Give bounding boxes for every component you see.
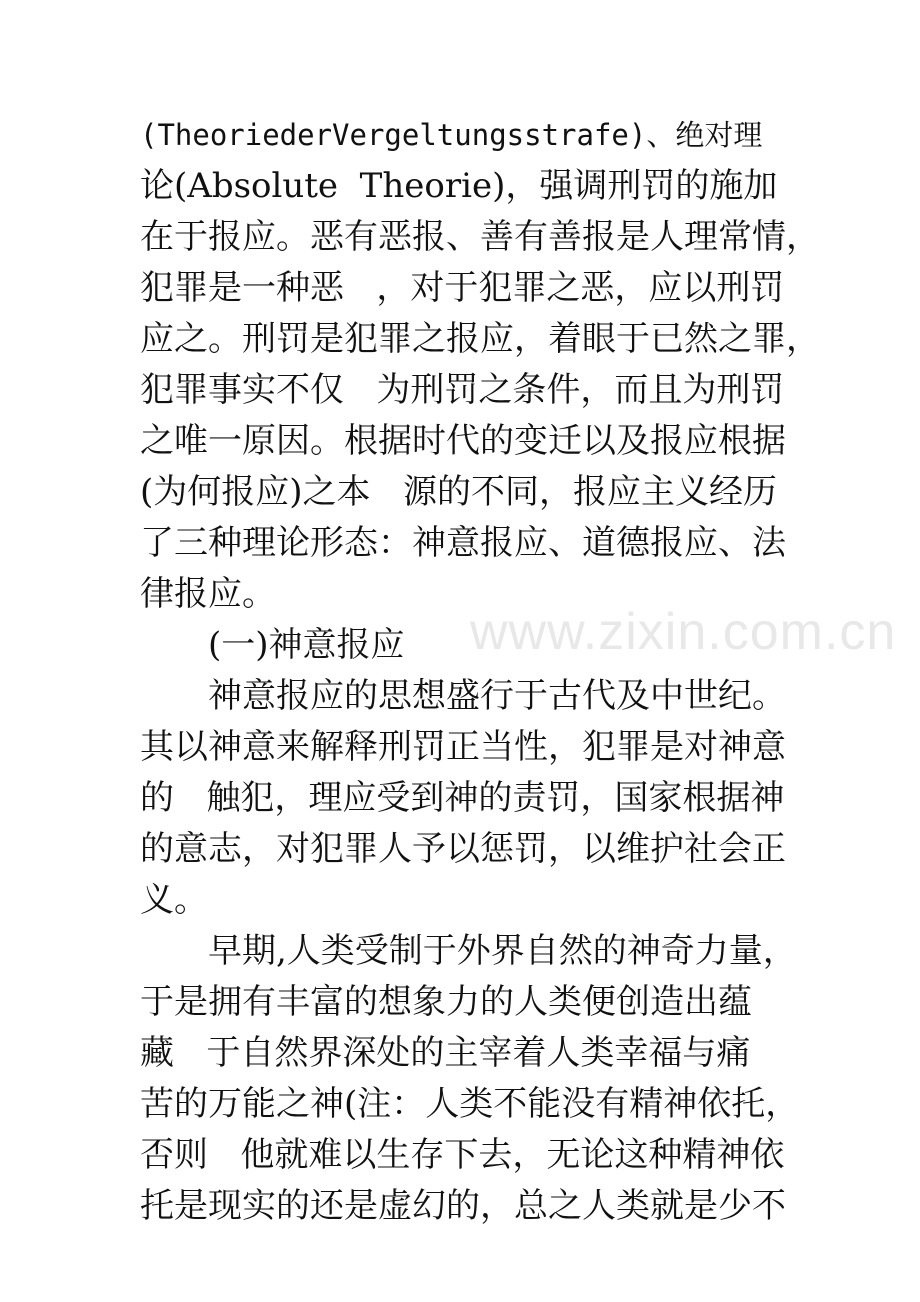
text-line: 于是拥有丰富的想象力的人类便创造出蕴 [140, 982, 752, 1022]
section-heading: (一)神意报应 [208, 625, 405, 665]
text-line: 之唯一原因。根据时代的变迁以及报应根据 [140, 421, 786, 461]
text-line: 其以神意来解释刑罚正当性，犯罪是对神意 [140, 727, 786, 767]
text-line: 的意志，对犯罪人予以惩罚，以维护社会正 [140, 829, 786, 869]
text-line: 律报应。 [140, 574, 276, 614]
body-text [140, 110, 820, 1232]
text-line: 义。 [140, 880, 208, 920]
text-line: 了三种理论形态：神意报应、道德报应、法 [140, 523, 786, 563]
text-line: 在于报应。恶有恶报、善有善报是人理常情， [140, 217, 820, 257]
text-line: 藏 于自然界深处的主宰着人类幸福与痛 [140, 1033, 751, 1073]
text-line: 应之。刑罚是犯罪之报应，着眼于已然之罪， [140, 319, 820, 359]
text-line: (TheoriederVergeltungsstrafe)、绝对理 [140, 118, 763, 152]
text-line: (为何报应)之本 源的不同，报应主义经历 [140, 472, 777, 512]
text-line: 的 触犯，理应受到神的责罚，国家根据神 [140, 778, 785, 818]
text-line: 论(Absolute Theorie)，强调刑罚的施加 [140, 166, 778, 206]
text-line: 神意报应的思想盛行于古代及中世纪。 [208, 676, 786, 716]
text-line: 早期,人类受制于外界自然的神奇力量， [208, 931, 797, 971]
text-line: 犯罪是一种恶 ，对于犯罪之恶，应以刑罚 [140, 268, 785, 308]
text-line: 否则 他就难以生存下去，无论这种精神依 [140, 1135, 785, 1175]
text-line: 苦的万能之神(注：人类不能没有精神依托， [140, 1084, 800, 1124]
watermark: www.zixin.com.cn [470, 603, 897, 661]
text-line: 犯罪事实不仅 为刑罚之条件，而且为刑罚 [140, 370, 785, 410]
text-line: 托是现实的还是虚幻的，总之人类就是少不 [140, 1186, 786, 1226]
